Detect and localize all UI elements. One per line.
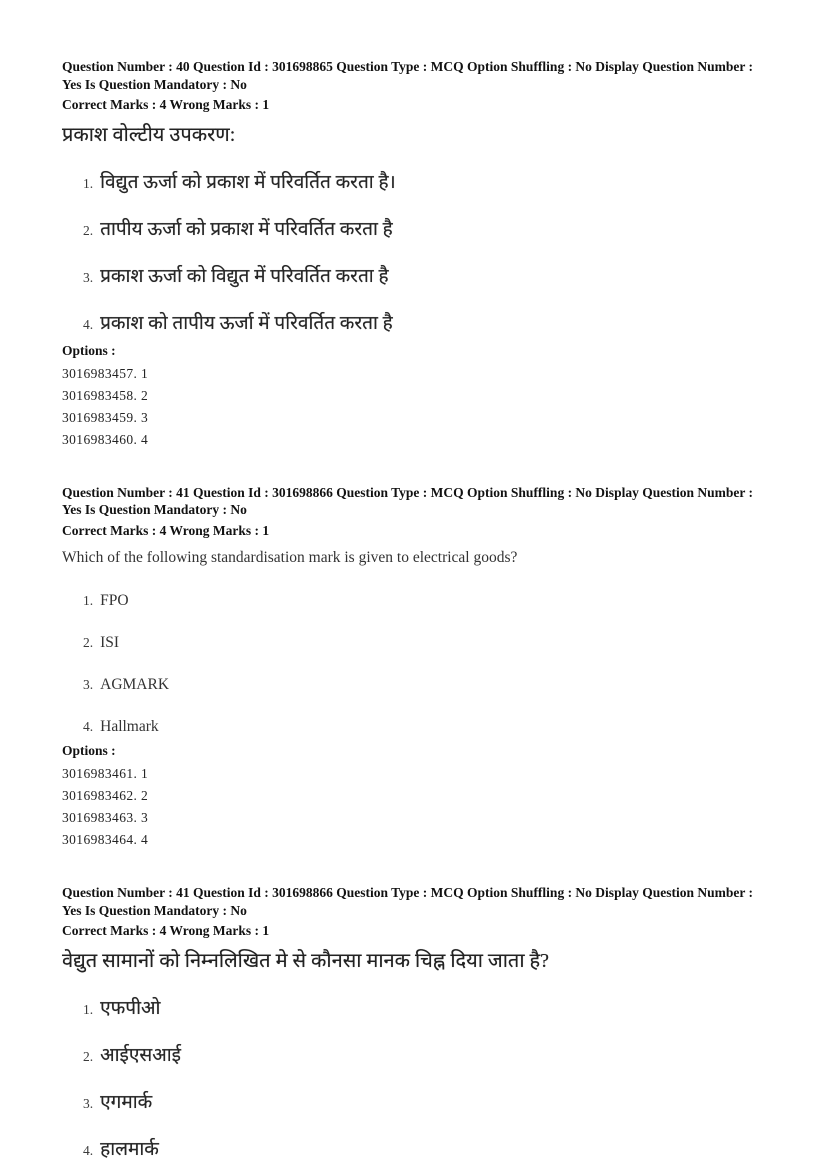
- choice-number: 3.: [83, 1095, 94, 1111]
- question-meta: Question Number : 41 Question Id : 301698866 Question Type : MCQ Option Shuffling : No Display Question Number : Yes Is Question Mandatory : No: [62, 885, 753, 918]
- choice-item-3: [62, 676, 764, 693]
- choice-item-3: [62, 1091, 764, 1114]
- option-id-list: [62, 363, 764, 451]
- question-block-41-english: [62, 484, 764, 852]
- choice-text: प्रकाश ऊर्जा को विद्युत में परिवर्तित करता है: [100, 265, 389, 287]
- choice-text: प्रकाश को तापीय ऊर्जा में परिवर्तित करता है: [100, 312, 393, 334]
- option-id: 3016983463. 3: [62, 810, 149, 825]
- choice-text: तापीय ऊर्जा को प्रकाश में परिवर्तित करता है: [100, 218, 393, 240]
- option-id: 3016983462. 2: [62, 788, 149, 803]
- choice-number: 4.: [83, 316, 94, 332]
- choice-text: हालमार्क: [100, 1138, 159, 1160]
- choice-item-2: [62, 634, 764, 651]
- question-marks: Correct Marks : 4 Wrong Marks : 1: [62, 97, 270, 112]
- choice-number: 1.: [83, 1001, 94, 1017]
- question-block-41-hindi: [62, 884, 764, 1161]
- choice-list: [62, 171, 764, 335]
- option-id: 3016983457. 1: [62, 365, 149, 381]
- choice-text: विद्युत ऊर्जा को प्रकाश में परिवर्तित करता है।: [100, 171, 396, 193]
- choice-number: 4.: [83, 1142, 94, 1158]
- choice-item-4: [62, 1138, 764, 1161]
- option-id: 3016983464. 4: [62, 832, 149, 847]
- choice-item-2: [62, 1044, 764, 1067]
- choice-number: 1.: [83, 593, 94, 608]
- choice-item-4: [62, 718, 764, 735]
- choice-number: 3.: [83, 677, 94, 692]
- choice-item-1: [62, 997, 764, 1020]
- choice-text: ISI: [100, 634, 120, 651]
- question-text: Which of the following standardisation mark is given to electrical goods?: [62, 549, 518, 566]
- option-id-list: [62, 763, 764, 851]
- question-text: प्रकाश वोल्टीय उपकरण:: [62, 123, 236, 146]
- choice-number: 4.: [83, 719, 94, 734]
- options-label: Options :: [62, 743, 116, 758]
- choice-number: 2.: [83, 222, 94, 238]
- options-label: Options :: [62, 342, 116, 358]
- question-meta: Question Number : 40 Question Id : 301698865 Question Type : MCQ Option Shuffling : No Display Question Number : Yes Is Question Mandatory : No: [62, 59, 753, 92]
- choice-text: AGMARK: [100, 676, 170, 693]
- question-text: वेद्युत सामानों को निम्नलिखित मे से कौनसा मानक चिह्न दिया जाता है?: [62, 949, 549, 972]
- question-marks: Correct Marks : 4 Wrong Marks : 1: [62, 923, 270, 938]
- choice-item-1: [62, 592, 764, 609]
- choice-item-2: [62, 218, 764, 241]
- option-id: 3016983458. 2: [62, 387, 149, 403]
- choice-item-3: [62, 265, 764, 288]
- option-id: 3016983460. 4: [62, 431, 149, 447]
- choice-list: [62, 592, 764, 735]
- question-meta: Question Number : 41 Question Id : 301698866 Question Type : MCQ Option Shuffling : No Display Question Number : Yes Is Question Mandatory : No: [62, 484, 753, 517]
- choice-item-4: [62, 312, 764, 335]
- choice-item-1: [62, 171, 764, 194]
- choice-number: 3.: [83, 269, 94, 285]
- option-id: 3016983459. 3: [62, 409, 149, 425]
- question-block-40-hindi: [62, 58, 764, 451]
- choice-text: आईएसआई: [100, 1044, 181, 1066]
- option-id: 3016983461. 1: [62, 766, 149, 781]
- choice-number: 2.: [83, 635, 94, 650]
- question-marks: Correct Marks : 4 Wrong Marks : 1: [62, 522, 270, 538]
- choice-number: 1.: [83, 175, 94, 191]
- choice-list: [62, 997, 764, 1161]
- choice-text: FPO: [100, 592, 129, 609]
- choice-text: Hallmark: [100, 718, 159, 735]
- choice-number: 2.: [83, 1048, 94, 1064]
- choice-text: एफपीओ: [100, 997, 161, 1019]
- choice-text: एगमार्क: [100, 1091, 153, 1113]
